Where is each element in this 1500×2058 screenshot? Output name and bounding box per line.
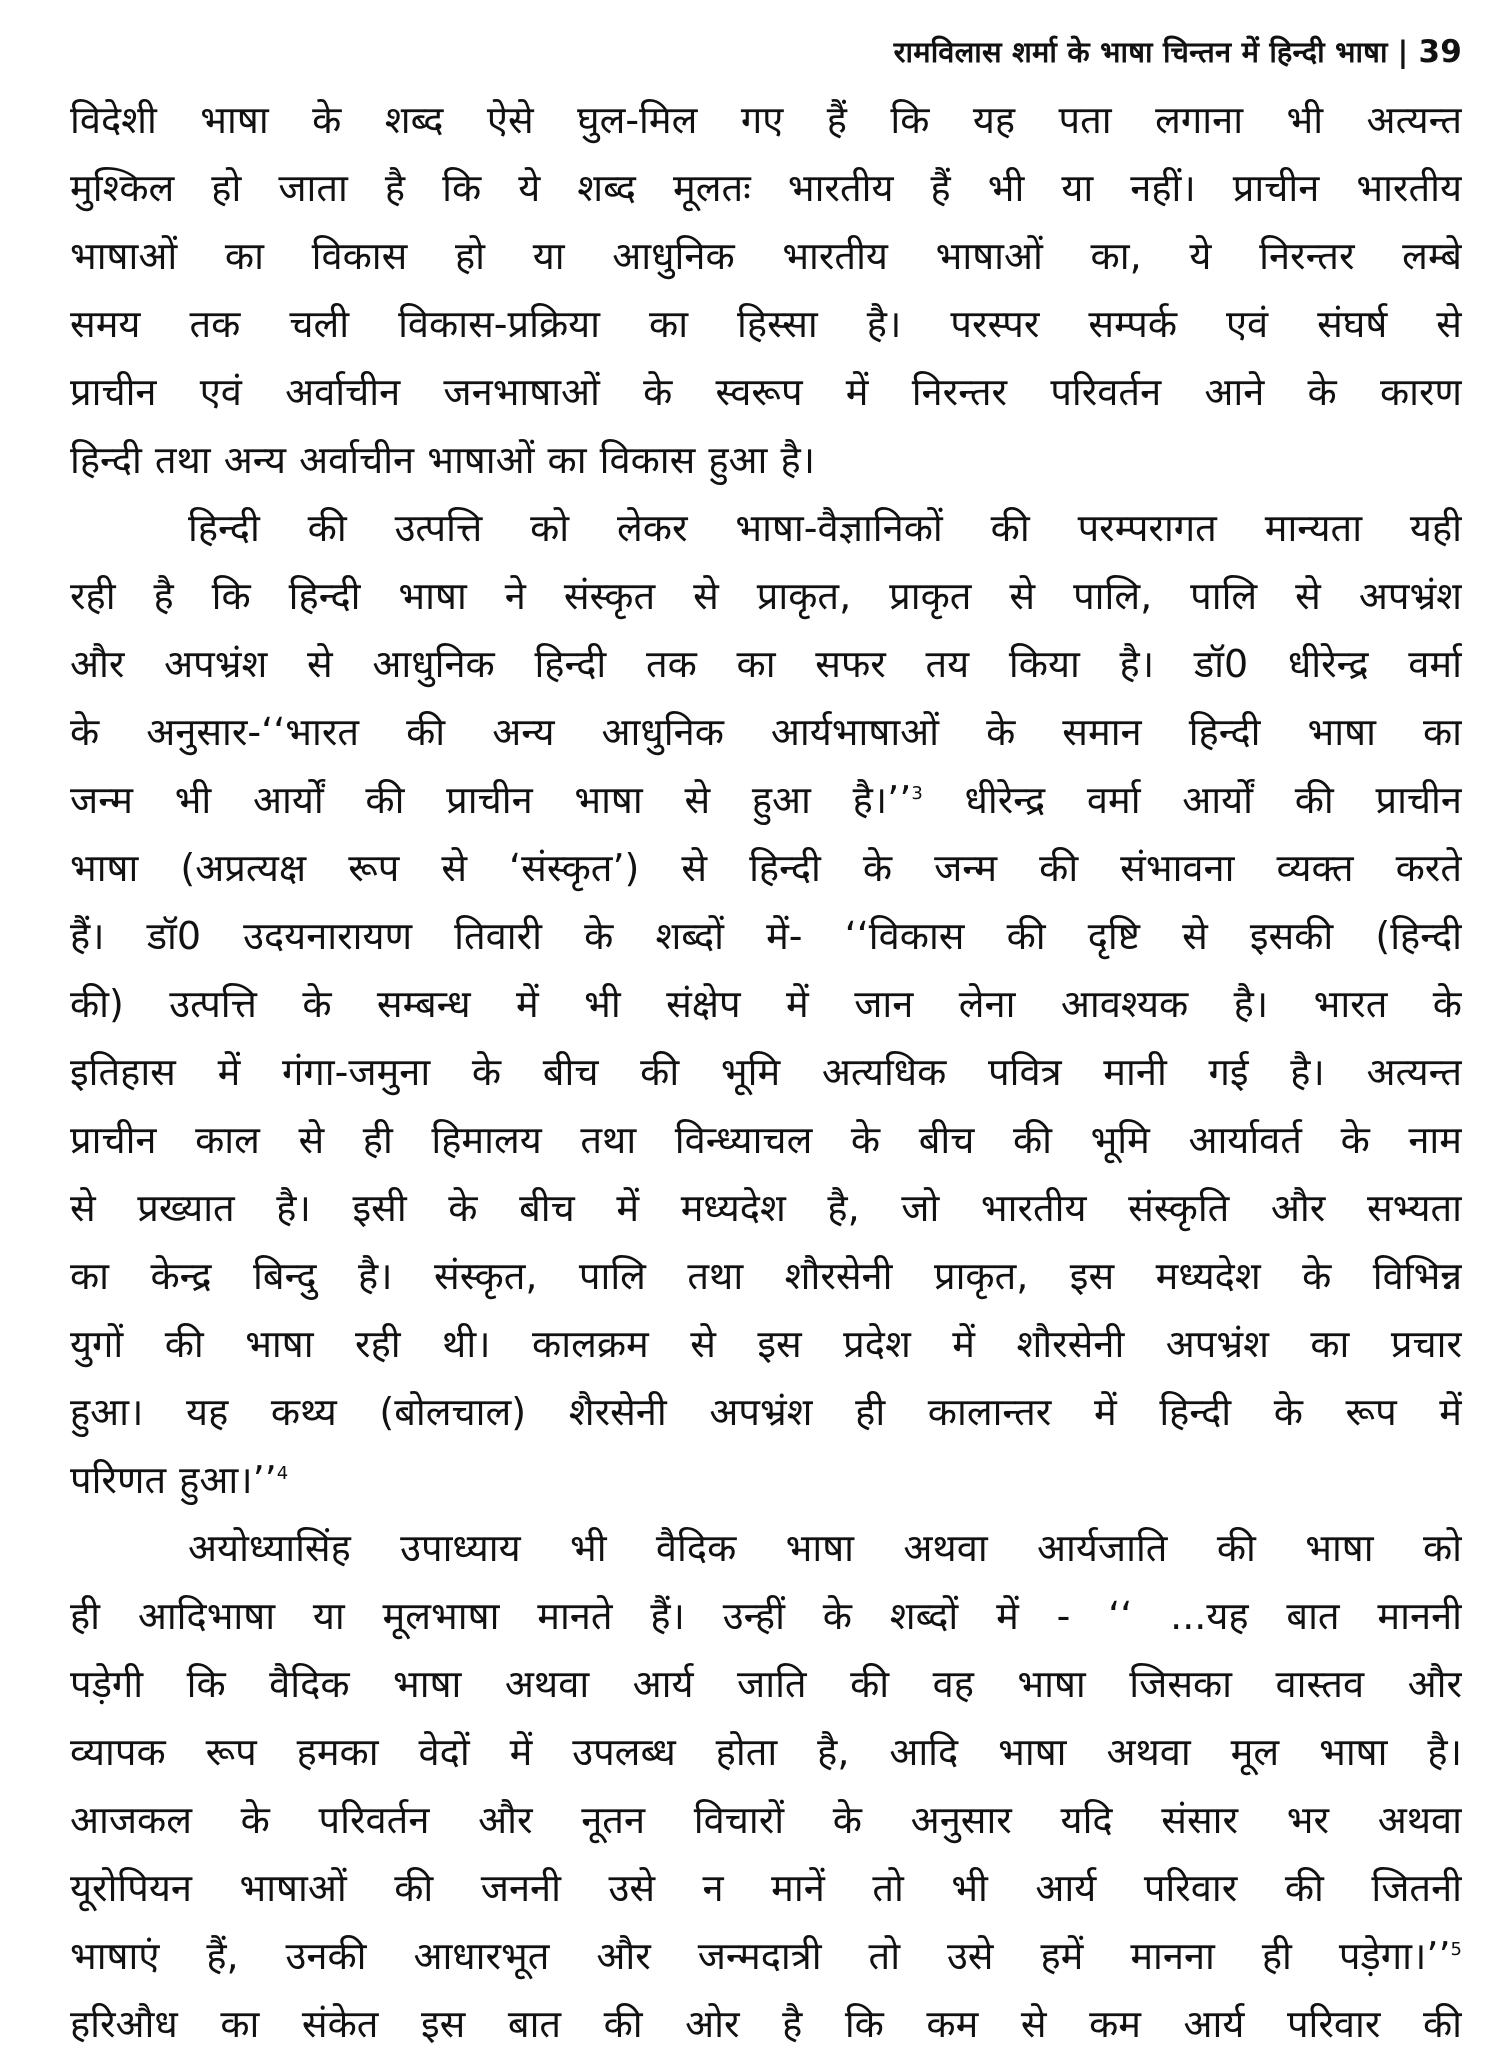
text-line: यूरोपियन भाषाओं की जननी उसे न मानें तो भी आर्य परिवार की जितनी	[70, 1866, 1462, 1910]
text-line-with-footnote	[70, 1446, 1462, 1514]
paragraph-2	[70, 494, 1462, 1514]
text-line: ही आदिभाषा या मूलभाषा मानते हैं। उन्हीं के शब्दों में - ‘‘ ...यह बात माननी	[70, 1594, 1462, 1638]
text-line: युगों की भाषा रही थी। कालक्रम से इस प्रदेश में शौरसेनी अपभ्रंश का प्रचार	[70, 1322, 1462, 1366]
text-line: हिन्दी तथा अन्य अर्वाचीन भाषाओं का विकास हुआ है।	[70, 438, 816, 482]
text-segment: भाषाएं हैं, उनकी आधारभूत और जन्मदात्री तो उसे हमें मानना ही पड़ेगा।’’	[70, 1934, 1451, 1978]
footnote-mark: 3	[911, 783, 923, 804]
text-line: प्राचीन एवं अर्वाचीन जनभाषाओं के स्वरूप में निरन्तर परिवर्तन आने के कारण	[70, 370, 1462, 414]
page-number: 39	[1418, 34, 1462, 70]
running-head	[70, 34, 1462, 86]
text-line: समय तक चली विकास-प्रक्रिया का हिस्सा है। परस्पर सम्पर्क एवं संघर्ष से	[70, 302, 1462, 346]
text-segment: परिणत हुआ।’’	[70, 1458, 277, 1502]
running-head-separator: |	[1397, 35, 1409, 69]
text-line: हुआ। यह कथ्य (बोलचाल) शैरसेनी अपभ्रंश ही कालान्तर में हिन्दी के रूप में	[70, 1390, 1462, 1434]
text-line: मुश्किल हो जाता है कि ये शब्द मूलतः भारतीय हैं भी या नहीं। प्राचीन भारतीय	[70, 166, 1462, 210]
text-line: व्यापक रूप हमका वेदों में उपलब्ध होता है, आदि भाषा अथवा मूल भाषा है।	[70, 1730, 1462, 1774]
text-line-with-footnote	[70, 766, 1462, 834]
text-line-with-footnote	[70, 1922, 1462, 1990]
footnote-mark: 4	[276, 1463, 289, 1484]
footnote-mark: 5	[1450, 1939, 1462, 1960]
text-line: विदेशी भाषा के शब्द ऐसे घुल-मिल गए हैं कि यह पता लगाना भी अत्यन्त	[70, 98, 1462, 142]
text-line: का केन्द्र बिन्दु है। संस्कृत, पालि तथा शौरसेनी प्राकृत, इस मध्यदेश के विभिन्न	[70, 1254, 1462, 1298]
text-line: हैं। डॉ0 उदयनारायण तिवारी के शब्दों में- ‘‘विकास की दृष्टि से इसकी (हिन्दी	[70, 914, 1462, 958]
text-line: पड़ेगी कि वैदिक भाषा अथवा आर्य जाति की वह भाषा जिसका वास्तव और	[70, 1662, 1462, 1706]
text-line: इतिहास में गंगा-जमुना के बीच की भूमि अत्यधिक पवित्र मानी गई है। अत्यन्त	[70, 1050, 1462, 1094]
text-line: अयोध्यासिंह उपाध्याय भी वैदिक भाषा अथवा आर्यजाति की भाषा को	[188, 1526, 1462, 1570]
text-line: रही है कि हिन्दी भाषा ने संस्कृत से प्राकृत, प्राकृत से पालि, पालि से अपभ्रंश	[70, 574, 1462, 618]
text-line: हिन्दी की उत्पत्ति को लेकर भाषा-वैज्ञानिकों की परम्परागत मान्यता यही	[188, 506, 1462, 550]
paragraph-1	[70, 86, 1462, 494]
text-line: हरिऔध का संकेत इस बात की ओर है कि कम से कम आर्य परिवार की	[70, 2002, 1462, 2046]
text-line: प्राचीन काल से ही हिमालय तथा विन्ध्याचल के बीच की भूमि आर्यावर्त के नाम	[70, 1118, 1462, 1162]
text-line: से प्रख्यात है। इसी के बीच में मध्यदेश है, जो भारतीय संस्कृति और सभ्यता	[70, 1186, 1462, 1230]
running-head-title: रामविलास शर्मा के भाषा चिन्तन में हिन्दी भाषा	[893, 35, 1388, 69]
text-line: की) उत्पत्ति के सम्बन्ध में भी संक्षेप में जान लेना आवश्यक है। भारत के	[70, 982, 1462, 1026]
text-line: आजकल के परिवर्तन और नूतन विचारों के अनुसार यदि संसार भर अथवा	[70, 1798, 1462, 1842]
text-line: के अनुसार-‘‘भारत की अन्य आधुनिक आर्यभाषाओं के समान हिन्दी भाषा का	[70, 710, 1462, 754]
text-line: भाषाओं का विकास हो या आधुनिक भारतीय भाषाओं का, ये निरन्तर लम्बे	[70, 234, 1462, 278]
text-line: और अपभ्रंश से आधुनिक हिन्दी तक का सफर तय किया है। डॉ0 धीरेन्द्र वर्मा	[70, 642, 1462, 686]
text-segment: धीरेन्द्र वर्मा आर्यों की प्राचीन	[964, 778, 1462, 822]
paragraph-3	[70, 1514, 1462, 2058]
text-line: भाषा (अप्रत्यक्ष रूप से ‘संस्कृत’) से हिन्दी के जन्म की संभावना व्यक्त करते	[70, 846, 1462, 890]
text-segment: जन्म भी आर्यों की प्राचीन भाषा से हुआ है।’’	[70, 778, 912, 822]
